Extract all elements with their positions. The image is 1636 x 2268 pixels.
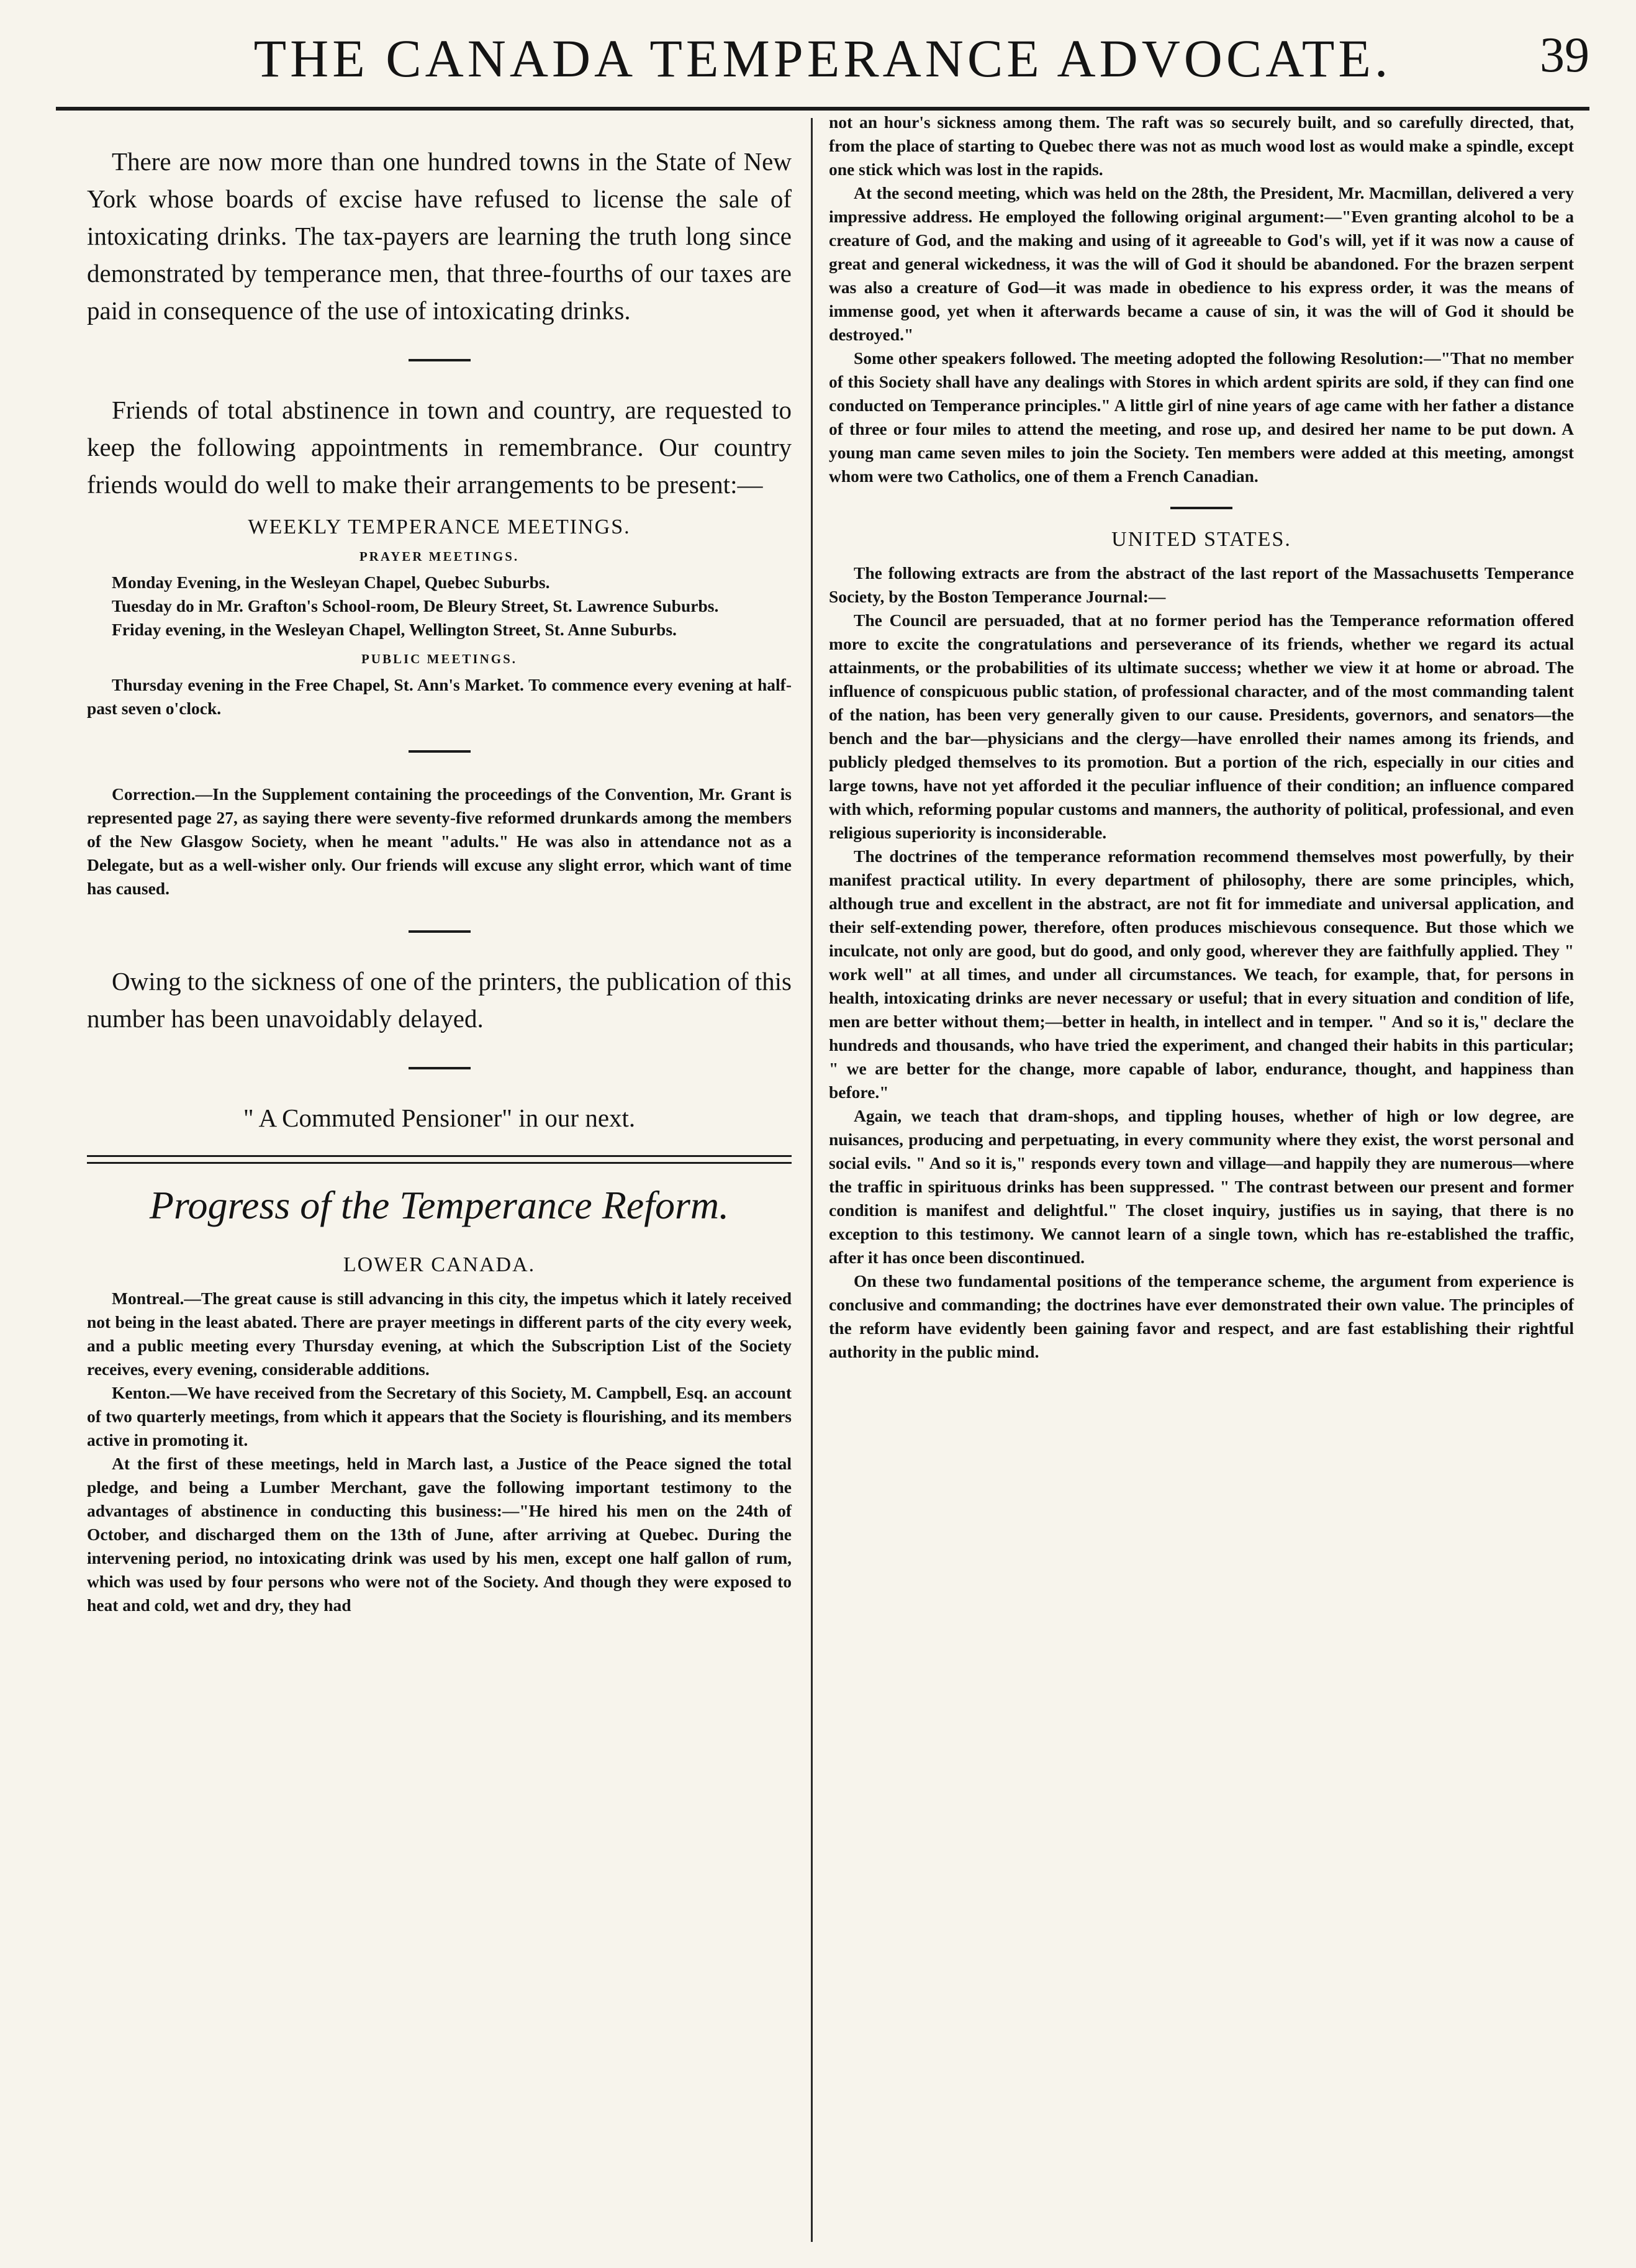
council-paragraph: The Council are persuaded, that at no former period has the Temperance reformation offered more to excite the congratulations and perseverance of its friends, whether we regard its actual attainments, or the probabilities of its ultimate success; whether we view it at home or abroad. The influence of conspicuous public station, of professional character, and of the most commanding talent of the nation, has been very generally given to our cause. Presidents, governors, and senators—the bench and the bar—physicians and the clergy—have enrolled their names among its friends, and publicly pledged themselves to its promotion. But a portion of the rich, especially in our cities and large towns, have not yet afforded it the peculiar influence of their condition; an influence compared with which, reforming popular customs and manners, the authority of political, professional, and even religious superiority is inconsiderable. <box>829 610 1574 842</box>
correction-paragraph: Correction.—In the Supplement containing the proceedings of the Convention, Mr. Grant is represented page 27, as saying there were seventy-five reformed drunkards among the members of the New Glasgow Society, when he meant "adults." He was also in attendance not as a Delegate, but as a well-wisher only. Our friends will excuse any slight error, which want of time has caused. <box>87 784 792 898</box>
public-meeting-thursday: Thursday evening in the Free Chapel, St. Ann's Market. To commence every evening at half-past seven o'clock. <box>87 675 792 718</box>
separator-rule <box>1170 507 1232 509</box>
montreal-report: Montreal.—The great cause is still advancing in this city, the impetus which it lately received not being in the least abated. There are prayer meetings in different parts of the city every week, and a public meeting every Thursday evening, at which the Subscription List of the Society receives, every evening, considerable additions. <box>87 1289 792 1379</box>
appointments-paragraph: Friends of total abstinence in town and country, are requested to keep the following appointments in remembrance. Our country friends would do well to make their arrangements to be present:— <box>87 396 792 499</box>
separator-rule <box>409 930 471 933</box>
weekly-meetings-heading: WEEKLY TEMPERANCE MEETINGS. <box>248 515 631 538</box>
next-issue-notice: " A Commuted Pensioner" in our next. <box>243 1104 636 1132</box>
prayer-meeting-monday: Monday Evening, in the Wesleyan Chapel, Quebec Suburbs. <box>112 573 550 592</box>
lower-canada-heading: LOWER CANADA. <box>343 1253 536 1276</box>
right-column <box>829 111 1574 1364</box>
other-speakers-report: Some other speakers followed. The meeting adopted the following Resolution:—"That no member of this Society shall have any dealings with Stores in which ardent spirits are sold, if they can find one conducted on Temperance principles." A little girl of nine years of age came with her father a distance of three or four miles to attend the meeting, and rose up, and desired her name to be put down. A young man came seven miles to join the Society. Ten members were added at this meeting, amongst whom were two Catholics, one of them a French Canadian. <box>829 348 1574 486</box>
excise-paragraph: There are now more than one hundred towns in the State of New York whose boards of excise have refused to license the sale of intoxicating drinks. The tax-payers are learning the truth long since demonstrated by temperance men, that three-fourths of our taxes are paid in consequence of the use of intoxicating drinks. <box>87 147 792 325</box>
separator-rule <box>409 359 471 361</box>
newspaper-title: THE CANADA TEMPERANCE ADVOCATE. <box>253 29 1392 88</box>
doctrines-paragraph: The doctrines of the temperance reformation recommend themselves most powerfully, by their manifest practical utility. In every department of philosophy, there are some principles, which, although true and excellent in the abstract, are not fit for immediate and universal application, and their self-extending power, therefore, often produces mischievous consequence. But those which we inculcate, not only are good, but do good, and only good, wherever they are faithfully applied. They " work well" at all times, and under all circumstances. We teach, for example, that, for persons in health, intoxicating drinks are never necessary or useful; that in every situation and condition of life, men are better without them;—better in health, in intellect and in temper. " And so it is," declare the hundreds and thousands, who have tried the experiment, and changed their habits in this particular; " we are better for the change, more capable of labor, endurance, thought, and happiness than before." <box>829 846 1574 1102</box>
united-states-heading: UNITED STATES. <box>1111 528 1291 551</box>
column-divider <box>811 118 813 2242</box>
fundamental-positions-paragraph: On these two fundamental positions of the temperance scheme, the argument from experience is conclusive and commanding; the doctrines have ever demonstrated their own value. The principles of the reform have evidently been gaining favor and respect, and are fast establishing their rightful authority in the public mind. <box>829 1271 1574 1361</box>
section-rule-top <box>87 1155 792 1157</box>
separator-rule <box>409 750 471 753</box>
prayer-meeting-tuesday: Tuesday do in Mr. Grafton's School-room, De Bleury Street, St. Lawrence Suburbs. <box>112 596 719 615</box>
section-title: Progress of the Temperance Reform. <box>149 1183 730 1227</box>
sickness-notice: Owing to the sickness of one of the printers, the publication of this number has been unavoidably delayed. <box>87 967 792 1033</box>
left-column <box>87 143 792 1617</box>
section-rule-bottom <box>87 1162 792 1164</box>
dram-shops-paragraph: Again, we teach that dram-shops, and tippling houses, whether of high or low degree, are nuisances, producing and perpetuating, in every community where they exist, the worst personal and social evils. " And so it is," responds every town and village—and happily they are numerous—where the traffic in spirituous drinks has been suppressed. " The contrast between our present and former condition is manifest and delightful." The closet inquiry, justifies us in saying, that there is no exception to this testimony. We cannot learn of a single town, which has re-established the traffic, after it has once been discontinued. <box>829 1106 1574 1267</box>
masthead <box>56 25 1589 99</box>
page-number: 39 <box>1540 28 1589 83</box>
second-meeting-report: At the second meeting, which was held on the 28th, the President, Mr. Macmillan, delivered a very impressive address. He employed the following original argument:—"Even granting alcohol to be a creature of God, and the making and using of it agreeable to God's will, yet if it was now a cause of great and general wickedness, it was the will of God it should be abandoned. For the brazen serpent was also a creature of God—it was made in obedience to his express order, it was the means of immense good, yet when it afterwards became a cause of sin, it was the will of God it should be destroyed." <box>829 183 1574 344</box>
prayer-meetings-heading: PRAYER MEETINGS. <box>359 549 520 564</box>
extracts-intro: The following extracts are from the abstract of the last report of the Massachusetts Temperance Society, by the Boston Temperance Journal:— <box>829 563 1574 606</box>
first-meeting-report: At the first of these meetings, held in March last, a Justice of the Peace signed the total pledge, and being a Lumber Merchant, gave the following important testimony to the advantages of abstinence in conducting this business:—"He hired his men on the 24th of October, and discharged them on the 13th of June, after arriving at Quebec. During the intervening period, no intoxicating drink was used by his men, except one half gallon of rum, which was used by four persons who were not of the Society. And though they were exposed to heat and cold, wet and dry, they had <box>87 1454 792 1615</box>
kenton-report: Kenton.—We have received from the Secretary of this Society, M. Campbell, Esq. an account of two quarterly meetings, from which it appears that the Society is flourishing, and its members active in promoting it. <box>87 1383 792 1449</box>
prayer-meeting-friday: Friday evening, in the Wesleyan Chapel, Wellington Street, St. Anne Suburbs. <box>112 620 677 639</box>
continued-paragraph: not an hour's sickness among them. The raft was so securely built, and so carefully directed, that, from the place of starting to Quebec there was not as much wood lost as would make a spindle, except one stick which was lost in the rapids. <box>829 112 1574 179</box>
public-meetings-heading: PUBLIC MEETINGS. <box>361 651 518 666</box>
separator-rule <box>409 1067 471 1069</box>
